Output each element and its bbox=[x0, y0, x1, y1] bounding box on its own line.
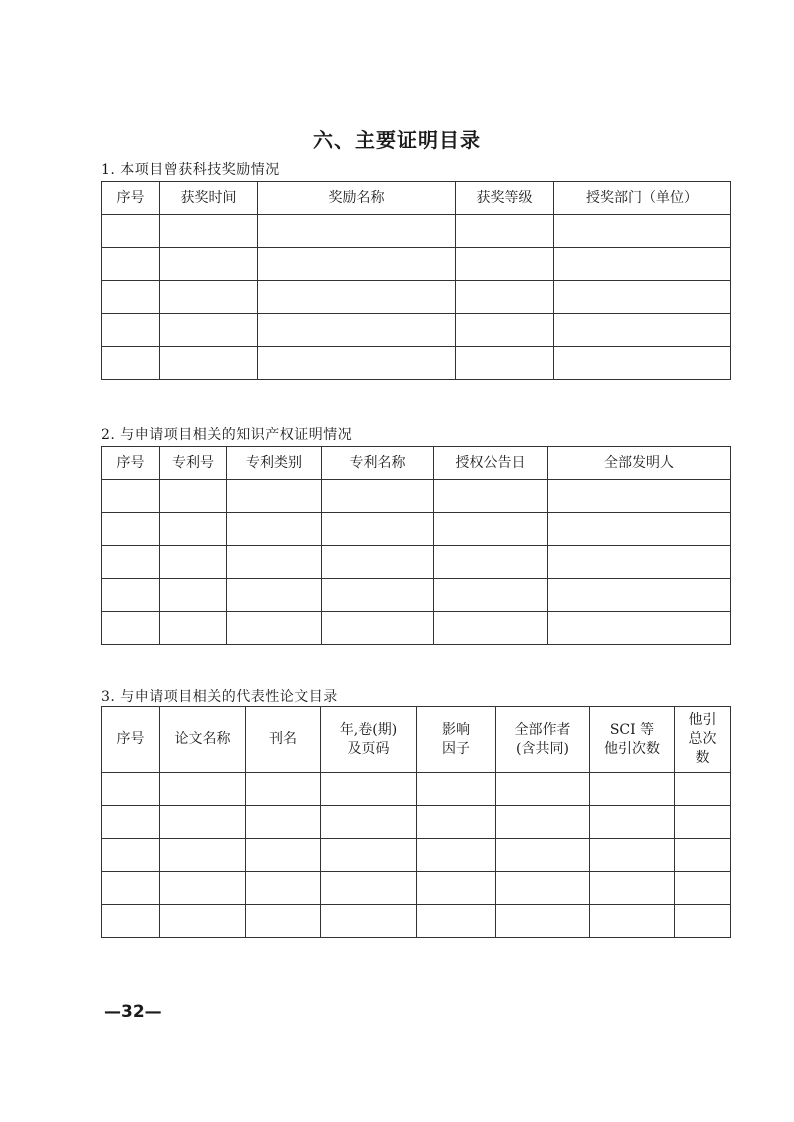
table-cell[interactable] bbox=[102, 872, 160, 905]
table-cell[interactable] bbox=[102, 281, 160, 314]
column-header-serial: 序号 bbox=[102, 447, 160, 480]
table-cell[interactable] bbox=[590, 905, 675, 938]
table-cell[interactable] bbox=[322, 480, 434, 513]
table-cell[interactable] bbox=[675, 905, 731, 938]
column-header-award-name: 奖励名称 bbox=[258, 182, 456, 215]
table-cell[interactable] bbox=[554, 281, 731, 314]
table-cell[interactable] bbox=[322, 612, 434, 645]
table-cell[interactable] bbox=[160, 347, 258, 380]
table-cell[interactable] bbox=[246, 773, 321, 806]
table-cell[interactable] bbox=[160, 806, 246, 839]
table-cell[interactable] bbox=[548, 579, 731, 612]
table-row bbox=[102, 480, 731, 513]
table-cell[interactable] bbox=[417, 905, 496, 938]
column-header-total-citations: 他引 总次 数 bbox=[675, 707, 731, 773]
table-row bbox=[102, 248, 731, 281]
table-cell[interactable] bbox=[456, 248, 554, 281]
table-cell[interactable] bbox=[160, 612, 227, 645]
table-cell[interactable] bbox=[434, 546, 548, 579]
table-cell[interactable] bbox=[102, 839, 160, 872]
table-row bbox=[102, 905, 731, 938]
column-header-grant-date: 授权公告日 bbox=[434, 447, 548, 480]
table-cell[interactable] bbox=[321, 773, 417, 806]
table-cell[interactable] bbox=[675, 872, 731, 905]
table-row bbox=[102, 347, 731, 380]
column-header-all-authors: 全部作者 (含共同) bbox=[496, 707, 590, 773]
table-cell[interactable] bbox=[434, 579, 548, 612]
column-header-inventors: 全部发明人 bbox=[548, 447, 731, 480]
table-cell[interactable] bbox=[417, 773, 496, 806]
table-cell[interactable] bbox=[321, 839, 417, 872]
table-row bbox=[102, 579, 731, 612]
table-cell[interactable] bbox=[227, 546, 322, 579]
table-cell[interactable] bbox=[554, 215, 731, 248]
table-header-row bbox=[102, 707, 731, 773]
table-header-row bbox=[102, 447, 731, 480]
table-cell[interactable] bbox=[456, 215, 554, 248]
awards-table bbox=[101, 181, 731, 380]
table-cell[interactable] bbox=[102, 773, 160, 806]
table-cell[interactable] bbox=[102, 513, 160, 546]
table-cell[interactable] bbox=[160, 314, 258, 347]
table-cell[interactable] bbox=[227, 480, 322, 513]
table-cell[interactable] bbox=[258, 248, 456, 281]
table-cell[interactable] bbox=[258, 314, 456, 347]
table-cell[interactable] bbox=[434, 612, 548, 645]
table-cell[interactable] bbox=[160, 579, 227, 612]
table-row bbox=[102, 546, 731, 579]
table-cell[interactable] bbox=[102, 579, 160, 612]
column-header-impact-factor: 影响 因子 bbox=[417, 707, 496, 773]
table-cell[interactable] bbox=[102, 314, 160, 347]
table-cell[interactable] bbox=[590, 839, 675, 872]
table-cell[interactable] bbox=[246, 839, 321, 872]
table-cell[interactable] bbox=[496, 773, 590, 806]
page-title: 六、主要证明目录 bbox=[313, 128, 481, 152]
column-header-paper-title: 论文名称 bbox=[160, 707, 246, 773]
table-cell[interactable] bbox=[160, 773, 246, 806]
page-number: —32— bbox=[104, 1002, 162, 1022]
table-row bbox=[102, 314, 731, 347]
table-cell[interactable] bbox=[160, 480, 227, 513]
table-cell[interactable] bbox=[496, 872, 590, 905]
table-cell[interactable] bbox=[321, 872, 417, 905]
table-cell[interactable] bbox=[322, 546, 434, 579]
table-cell[interactable] bbox=[102, 248, 160, 281]
table-cell[interactable] bbox=[456, 281, 554, 314]
table-cell[interactable] bbox=[417, 872, 496, 905]
table-cell[interactable] bbox=[554, 314, 731, 347]
table-cell[interactable] bbox=[227, 513, 322, 546]
table-cell[interactable] bbox=[496, 806, 590, 839]
table-row bbox=[102, 872, 731, 905]
table-cell[interactable] bbox=[590, 773, 675, 806]
table-cell[interactable] bbox=[160, 215, 258, 248]
table-row bbox=[102, 773, 731, 806]
table-cell[interactable] bbox=[102, 215, 160, 248]
ip-table-body bbox=[102, 480, 731, 645]
table-cell[interactable] bbox=[227, 612, 322, 645]
table-cell[interactable] bbox=[160, 839, 246, 872]
section-heading-ip: 2. 与申请项目相关的知识产权证明情况 bbox=[101, 427, 353, 443]
table-cell[interactable] bbox=[102, 546, 160, 579]
table-row bbox=[102, 215, 731, 248]
column-header-year-volume-pages: 年,卷(期) 及页码 bbox=[321, 707, 417, 773]
table-cell[interactable] bbox=[258, 347, 456, 380]
table-cell[interactable] bbox=[102, 612, 160, 645]
table-cell[interactable] bbox=[258, 281, 456, 314]
table-cell[interactable] bbox=[496, 839, 590, 872]
column-header-patent-name: 专利名称 bbox=[322, 447, 434, 480]
table-cell[interactable] bbox=[160, 872, 246, 905]
table-cell[interactable] bbox=[548, 480, 731, 513]
column-header-award-time: 获奖时间 bbox=[160, 182, 258, 215]
column-header-award-level: 获奖等级 bbox=[456, 182, 554, 215]
table-cell[interactable] bbox=[675, 806, 731, 839]
table-row bbox=[102, 839, 731, 872]
column-header-awarding-body: 授奖部门（单位） bbox=[554, 182, 731, 215]
table-cell[interactable] bbox=[258, 215, 456, 248]
table-row bbox=[102, 513, 731, 546]
table-cell[interactable] bbox=[548, 546, 731, 579]
table-cell[interactable] bbox=[227, 579, 322, 612]
table-header-row bbox=[102, 182, 731, 215]
table-cell[interactable] bbox=[548, 612, 731, 645]
papers-table bbox=[101, 706, 731, 938]
table-cell[interactable] bbox=[417, 839, 496, 872]
table-cell[interactable] bbox=[160, 546, 227, 579]
awards-table-body bbox=[102, 215, 731, 380]
table-cell[interactable] bbox=[102, 905, 160, 938]
column-header-journal-name: 刊名 bbox=[246, 707, 321, 773]
column-header-patent-number: 专利号 bbox=[160, 447, 227, 480]
table-cell[interactable] bbox=[590, 872, 675, 905]
section-heading-awards: 1. 本项目曾获科技奖励情况 bbox=[101, 162, 280, 178]
table-row bbox=[102, 806, 731, 839]
table-cell[interactable] bbox=[456, 347, 554, 380]
ip-table bbox=[101, 446, 731, 645]
table-cell[interactable] bbox=[160, 513, 227, 546]
table-cell[interactable] bbox=[160, 248, 258, 281]
table-cell[interactable] bbox=[417, 806, 496, 839]
table-cell[interactable] bbox=[321, 905, 417, 938]
table-cell[interactable] bbox=[246, 872, 321, 905]
table-cell[interactable] bbox=[160, 905, 246, 938]
column-header-patent-type: 专利类别 bbox=[227, 447, 322, 480]
table-cell[interactable] bbox=[456, 314, 554, 347]
table-cell[interactable] bbox=[434, 513, 548, 546]
table-cell[interactable] bbox=[102, 347, 160, 380]
table-row bbox=[102, 612, 731, 645]
table-cell[interactable] bbox=[496, 905, 590, 938]
table-cell[interactable] bbox=[322, 513, 434, 546]
table-cell[interactable] bbox=[246, 905, 321, 938]
table-row bbox=[102, 281, 731, 314]
table-cell[interactable] bbox=[321, 806, 417, 839]
table-cell[interactable] bbox=[675, 839, 731, 872]
table-cell[interactable] bbox=[554, 248, 731, 281]
table-cell[interactable] bbox=[160, 281, 258, 314]
column-header-serial: 序号 bbox=[102, 182, 160, 215]
table-cell[interactable] bbox=[434, 480, 548, 513]
table-cell[interactable] bbox=[246, 806, 321, 839]
table-cell[interactable] bbox=[590, 806, 675, 839]
section-heading-papers: 3. 与申请项目相关的代表性论文目录 bbox=[101, 689, 338, 705]
table-cell[interactable] bbox=[675, 773, 731, 806]
table-cell[interactable] bbox=[102, 480, 160, 513]
table-cell[interactable] bbox=[554, 347, 731, 380]
table-cell[interactable] bbox=[322, 579, 434, 612]
table-cell[interactable] bbox=[548, 513, 731, 546]
papers-table-body bbox=[102, 773, 731, 938]
column-header-sci-citations: SCI 等 他引次数 bbox=[590, 707, 675, 773]
table-cell[interactable] bbox=[102, 806, 160, 839]
column-header-serial: 序号 bbox=[102, 707, 160, 773]
